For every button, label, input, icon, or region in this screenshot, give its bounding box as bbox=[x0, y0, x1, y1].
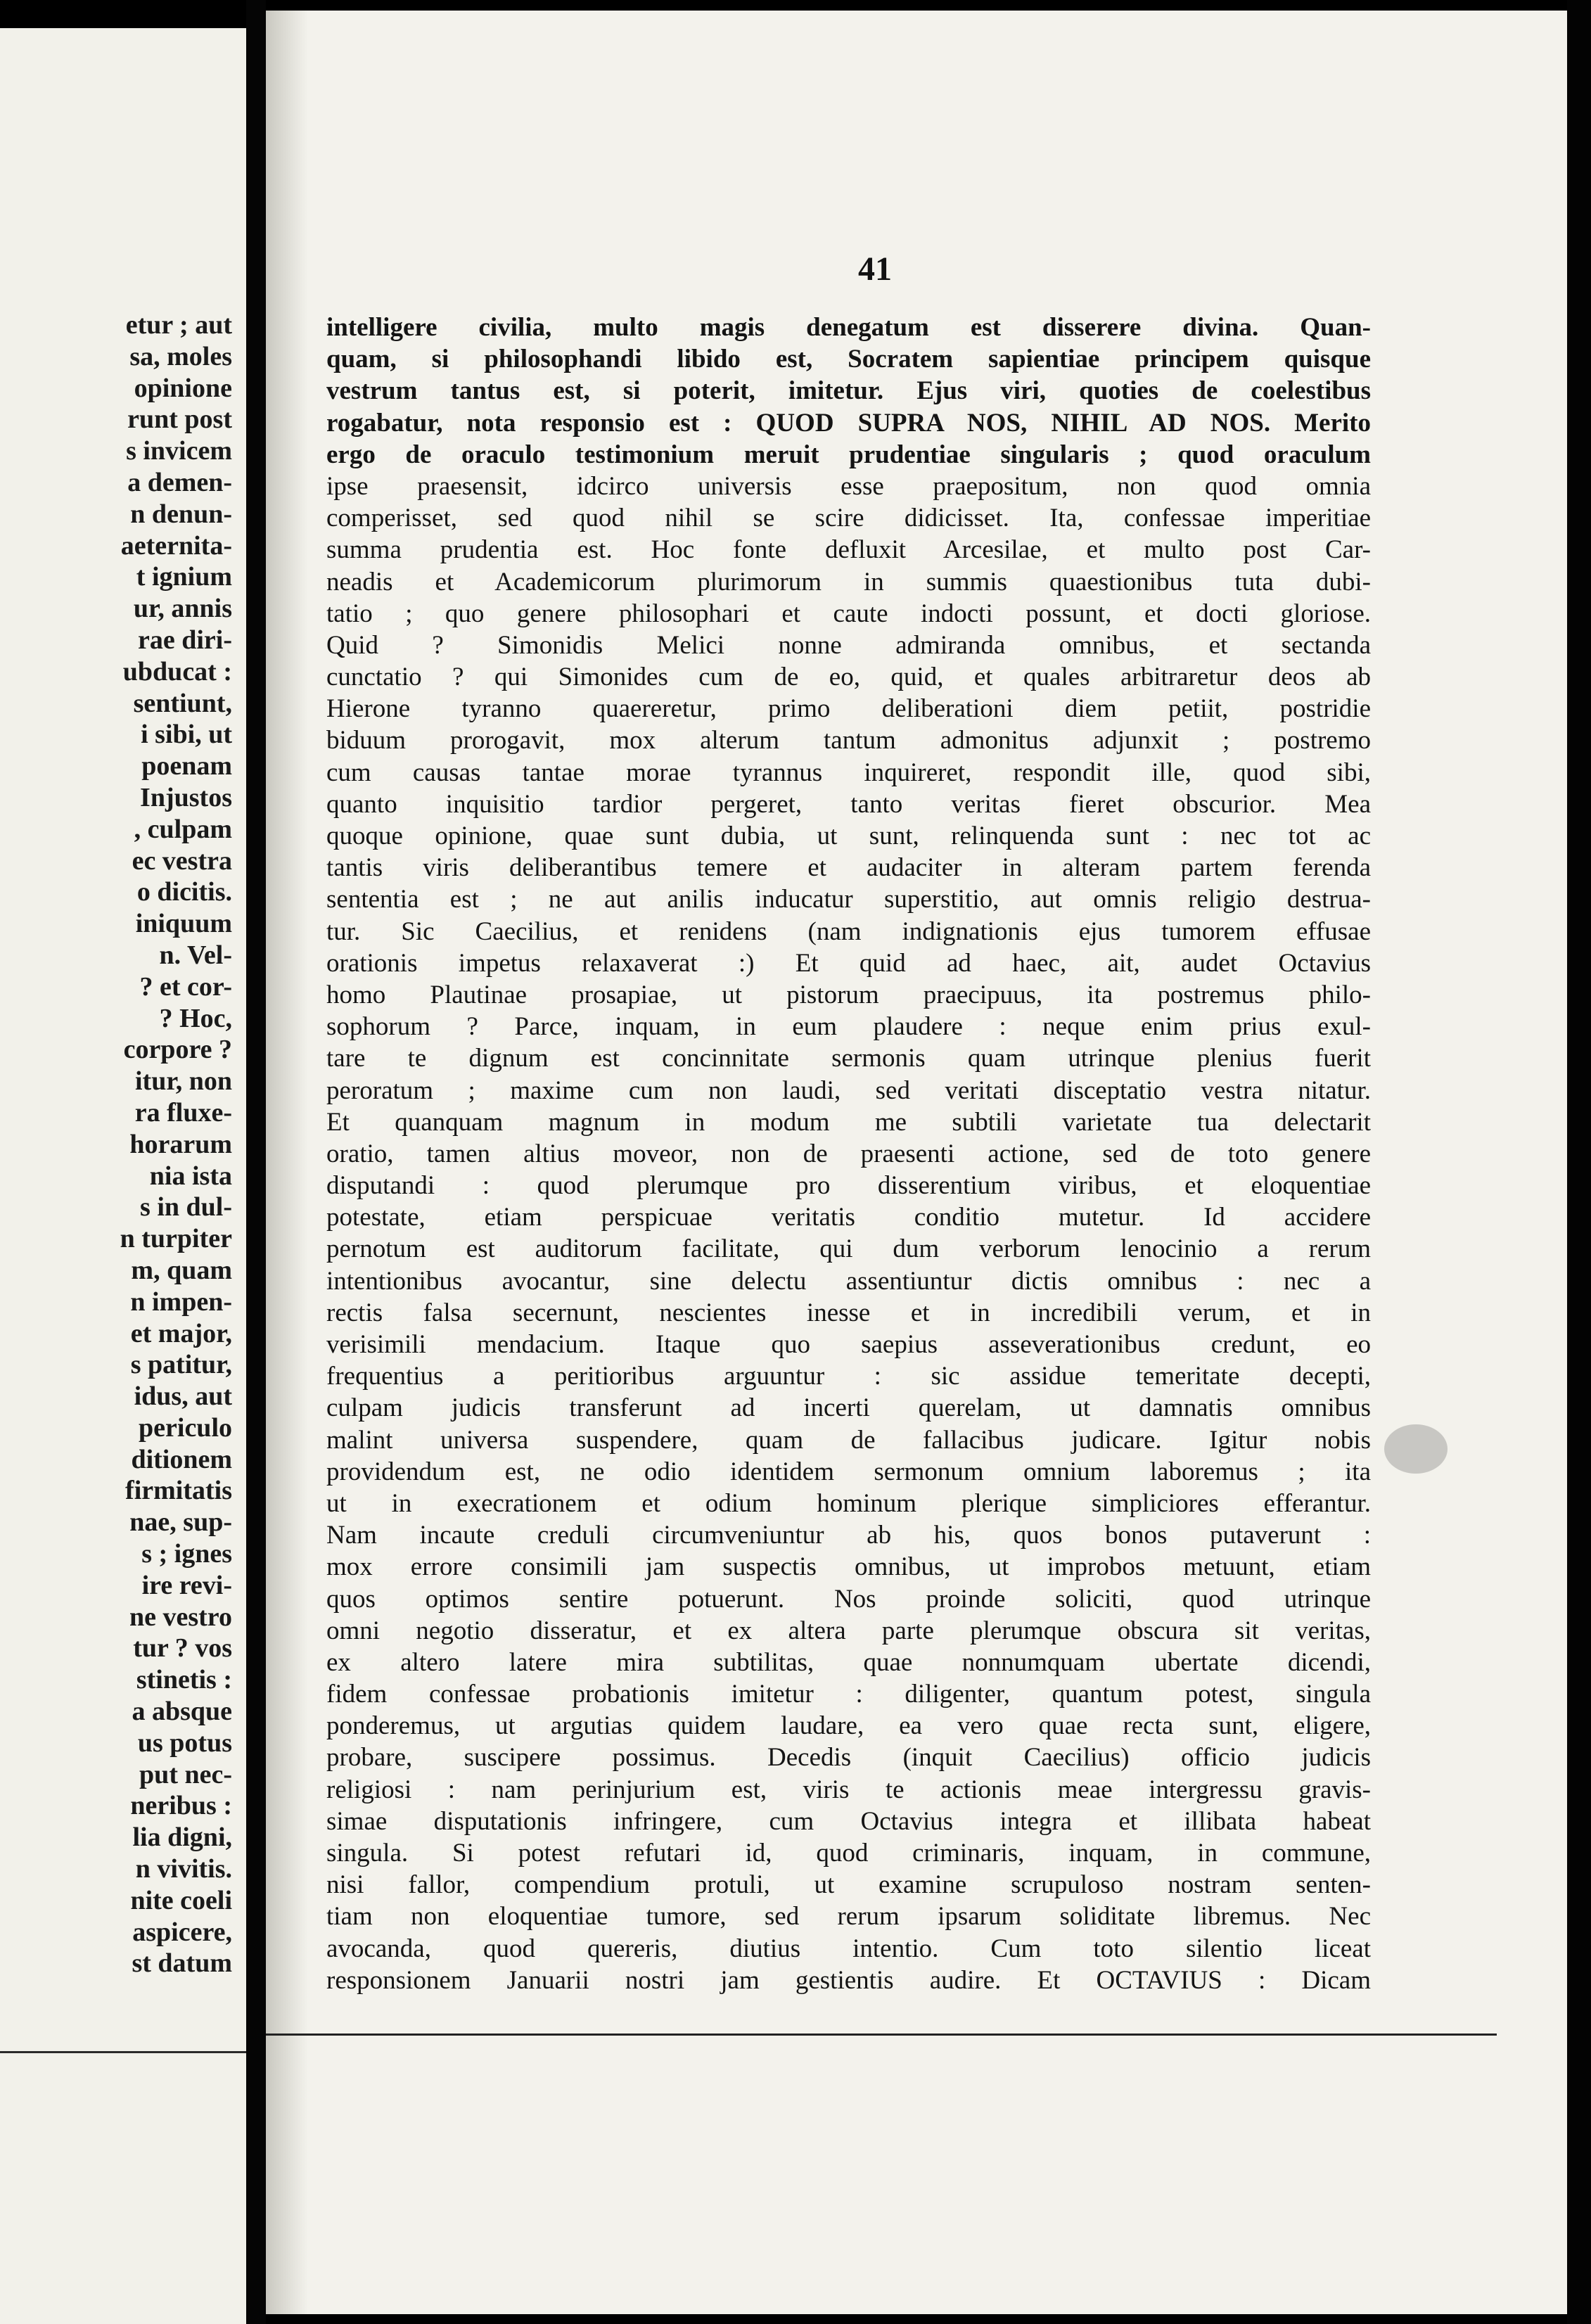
text-line: religiosi : nam perinjurium est, viris te actionis meae intergressu gravis- bbox=[326, 1775, 1371, 1804]
body-text bbox=[326, 312, 1371, 1996]
previous-page-line: firmitatis bbox=[125, 1476, 232, 1506]
previous-page-line: s ; ignes bbox=[141, 1539, 232, 1569]
footer-rule bbox=[266, 2034, 1497, 2036]
text-line: ergo de oraculo testimonium meruit prudentiae singularis ; quod oraculum bbox=[326, 440, 1371, 469]
text-line: frequentius a peritioribus arguuntur : sic assidue temeritate decepti, bbox=[326, 1362, 1371, 1391]
text-line: Nam incaute creduli circumveniuntur ab his, quos bonos putaverunt : bbox=[326, 1521, 1371, 1550]
text-line: disputandi : quod plerumque pro disserentium viribus, et eloquentiae bbox=[326, 1171, 1371, 1201]
ink-smudge bbox=[1384, 1424, 1448, 1474]
previous-page-line: nia ista bbox=[149, 1161, 232, 1191]
previous-page-line: s patitur, bbox=[130, 1350, 232, 1380]
previous-page-line: n denun- bbox=[130, 499, 232, 529]
previous-page-line: et major, bbox=[130, 1318, 232, 1348]
book-gutter bbox=[246, 0, 266, 2324]
previous-page-line: rae diri- bbox=[137, 625, 232, 655]
text-line: tiam non eloquentiae tumore, sed rerum ipsarum soliditate libremus. Nec bbox=[326, 1902, 1371, 1932]
previous-page-line: sa, moles bbox=[129, 341, 232, 371]
previous-page-line: ne vestro bbox=[129, 1602, 232, 1632]
previous-page-line: corpore ? bbox=[123, 1035, 232, 1065]
text-line: Quid ? Simonidis Melici nonne admiranda omnibus, et sectanda bbox=[326, 630, 1371, 660]
text-line: tatio ; quo genere philosophari et caute indocti possunt, et docti gloriose. bbox=[326, 599, 1371, 628]
text-line: quos optimos sentire potuerunt. Nos proinde soliciti, quod utrinque bbox=[326, 1584, 1371, 1614]
text-line: mox errore consimili jam suspectis omnibus, ut improbos metuunt, etiam bbox=[326, 1552, 1371, 1582]
previous-page-line: us potus bbox=[137, 1728, 232, 1758]
text-line: potestate, etiam perspicuae veritatis conditio mutetur. Id accidere bbox=[326, 1203, 1371, 1232]
text-line: oratio, tamen altius moveor, non de praesenti actione, sed de toto genere bbox=[326, 1139, 1371, 1168]
previous-page-line: nite coeli bbox=[130, 1885, 232, 1915]
text-line: fidem confessae probationis imitetur : diligenter, quantum potest, singula bbox=[326, 1680, 1371, 1709]
text-line: tur. Sic Caecilius, et renidens (nam indignationis ejus tumorem effusae bbox=[326, 917, 1371, 946]
previous-page-line: n impen- bbox=[130, 1286, 232, 1317]
text-line: Hierone tyranno quaereretur, primo deliberationi diem petiit, postridie bbox=[326, 694, 1371, 724]
previous-page-line: s in dul- bbox=[140, 1192, 232, 1222]
previous-page-line: opinione bbox=[134, 373, 232, 403]
text-line: intelligere civilia, multo magis denegatum est disserere divina. Quan- bbox=[326, 313, 1371, 342]
text-line: biduum prorogavit, mox alterum tantum admonitus adjunxit ; postremo bbox=[326, 726, 1371, 755]
text-line: ut in execrationem et odium hominum plerique simpliciores efferantur. bbox=[326, 1488, 1371, 1518]
previous-page-line: ? et cor- bbox=[139, 971, 232, 1002]
text-line: pernotum est auditorum facilitate, qui dum verborum lenocinio a rerum bbox=[326, 1234, 1371, 1264]
text-line: providendum est, ne odio identidem sermonum omnium laboremus ; ita bbox=[326, 1457, 1371, 1486]
previous-page-line: t ignium bbox=[136, 562, 232, 592]
previous-page-line: stinetis : bbox=[136, 1665, 232, 1695]
text-line: ponderemus, ut argutias quidem laudare, ea vero quae recta sunt, eligere, bbox=[326, 1711, 1371, 1741]
previous-page-line: lia digni, bbox=[132, 1822, 232, 1853]
previous-page-line: m, quam bbox=[131, 1255, 232, 1285]
previous-page-line: etur ; aut bbox=[125, 310, 232, 340]
text-line: tare te dignum est concinnitate sermonis quam utrinque plenius fuerit bbox=[326, 1044, 1371, 1073]
previous-page-line: ec vestra bbox=[132, 845, 232, 876]
previous-page-line: o dicitis. bbox=[136, 877, 232, 907]
previous-page-line: ra fluxe- bbox=[134, 1097, 232, 1128]
previous-page-line: itur, non bbox=[135, 1066, 232, 1097]
text-line: ex altero latere mira subtilitas, quae nonnumquam ubertate dicendi, bbox=[326, 1647, 1371, 1677]
text-line: summa prudentia est. Hoc fonte defluxit Arcesilae, et multo post Car- bbox=[326, 535, 1371, 565]
previous-page-line: idus, aut bbox=[134, 1381, 232, 1412]
text-line: singula. Si potest refutari id, quod criminaris, inquam, in commune, bbox=[326, 1839, 1371, 1868]
text-line: quam, si philosophandi libido est, Socratem sapientiae principem quisque bbox=[326, 345, 1371, 374]
text-line: Et quanquam magnum in modum me subtili varietate tua delectarit bbox=[326, 1107, 1371, 1137]
text-line: nisi fallor, compendium protuli, ut examine scrupuloso nostram senten- bbox=[326, 1870, 1371, 1900]
page-number: 41 bbox=[858, 250, 892, 288]
text-line: quoque opinione, quae sunt dubia, ut sunt, relinquenda sunt : nec tot ac bbox=[326, 822, 1371, 850]
text-line: avocanda, quod quereris, diutius intentio. Cum toto silentio liceat bbox=[326, 1934, 1371, 1963]
text-line: rogabatur, nota responsio est : QUOD SUPRA NOS, NIHIL AD NOS. Merito bbox=[326, 408, 1371, 438]
previous-page-line: aspicere, bbox=[132, 1917, 232, 1947]
previous-page-line: ditionem bbox=[131, 1444, 232, 1474]
previous-page-text bbox=[0, 309, 232, 1979]
previous-page-line: ? Hoc, bbox=[159, 1003, 232, 1033]
text-line: probare, suscipere possimus. Decedis (inquit Caecilius) officio judicis bbox=[326, 1743, 1371, 1773]
text-line: responsionem Januarii nostri jam gestientis audire. Et OCTAVIUS : Dicam bbox=[326, 1965, 1371, 1995]
text-line: homo Plautinae prosapiae, ut pistorum praecipuus, ita postremus philo- bbox=[326, 980, 1371, 1009]
text-line: malint universa suspendere, quam de fallacibus judicare. Igitur nobis bbox=[326, 1425, 1371, 1455]
previous-page-line: a absque bbox=[132, 1697, 232, 1727]
previous-page-line: n. Vel- bbox=[159, 940, 232, 970]
previous-page-fragment bbox=[0, 28, 246, 2324]
previous-page-line: ur, annis bbox=[133, 594, 232, 624]
previous-page-line: neribus : bbox=[130, 1791, 232, 1821]
text-line: vestrum tantus est, si poterit, imitetur. Ejus viri, quoties de coelestibus bbox=[326, 376, 1371, 406]
text-line: ipse praesensit, idcirco universis esse praepositum, non quod omnia bbox=[326, 471, 1371, 501]
text-line: rectis falsa secernunt, nescientes inesse et in incredibili verum, et in bbox=[326, 1298, 1371, 1327]
previous-page-line: iniquum bbox=[135, 909, 232, 939]
previous-page-line: s invicem bbox=[126, 436, 232, 466]
previous-page-line: n vivitis. bbox=[135, 1854, 232, 1884]
text-line: peroratum ; maxime cum non laudi, sed veritati disceptatio vestra nitatur. bbox=[326, 1075, 1371, 1105]
text-line: sententia est ; ne aut anilis inducatur superstitio, aut omnis religio destrua- bbox=[326, 885, 1371, 914]
previous-page-rule bbox=[0, 2051, 246, 2053]
text-line: tantis viris deliberantibus temere et audaciter in alteram partem ferenda bbox=[326, 853, 1371, 883]
text-line: cum causas tantae morae tyrannus inquireret, respondit ille, quod sibi, bbox=[326, 758, 1371, 787]
previous-page-line: Injustos bbox=[140, 782, 232, 812]
previous-page-line: poenam bbox=[141, 751, 232, 781]
text-line: neadis et Academicorum plurimorum in summis quaestionibus tuta dubi- bbox=[326, 567, 1371, 596]
previous-page-line: , culpam bbox=[134, 814, 232, 844]
text-line: cunctatio ? qui Simonides cum de eo, quid, et quales arbitraretur deos ab bbox=[326, 663, 1371, 692]
previous-page-line: ire revi- bbox=[141, 1570, 232, 1600]
scan-right-edge bbox=[1567, 0, 1591, 2324]
text-line: sophorum ? Parce, inquam, in eum plaudere : neque enim prius exul- bbox=[326, 1012, 1371, 1042]
text-line: orationis impetus relaxaverat :) Et quid ad haec, ait, audet Octavius bbox=[326, 948, 1371, 978]
previous-page-line: aeternita- bbox=[120, 530, 232, 561]
previous-page-line: periculo bbox=[139, 1412, 232, 1443]
text-line: verisimili mendacium. Itaque quo saepius asseverationibus credunt, eo bbox=[326, 1330, 1371, 1359]
text-line: quanto inquisitio tardior pergeret, tanto veritas fieret obscurior. Mea bbox=[326, 789, 1371, 819]
previous-page-line: tur ? vos bbox=[133, 1633, 232, 1664]
text-line: intentionibus avocantur, sine delectu assentiuntur dictis omnibus : nec a bbox=[326, 1266, 1371, 1296]
text-line: comperisset, sed quod nihil se scire didicisset. Ita, confessae imperitiae bbox=[326, 504, 1371, 533]
previous-page-line: st datum bbox=[132, 1948, 232, 1979]
previous-page-line: i sibi, ut bbox=[141, 720, 232, 750]
text-line: omni negotio disseratur, et ex altera parte plerumque obscura sit veritas, bbox=[326, 1616, 1371, 1645]
previous-page-line: sentiunt, bbox=[133, 688, 232, 718]
previous-page-line: a demen- bbox=[127, 467, 232, 497]
previous-page-line: runt post bbox=[127, 404, 232, 435]
previous-page-line: horarum bbox=[129, 1129, 232, 1159]
text-line: culpam judicis transferunt ad incerti querelam, ut damnatis omnibus bbox=[326, 1393, 1371, 1423]
page bbox=[266, 11, 1567, 2314]
previous-page-line: nae, sup- bbox=[129, 1507, 232, 1538]
previous-page-line: n turpiter bbox=[120, 1224, 232, 1254]
text-line: simae disputationis infringere, cum Octavius integra et illibata habeat bbox=[326, 1806, 1371, 1836]
previous-page-line: ubducat : bbox=[122, 656, 232, 687]
previous-page-line: put nec- bbox=[139, 1759, 232, 1789]
page-shadow bbox=[266, 11, 308, 2314]
